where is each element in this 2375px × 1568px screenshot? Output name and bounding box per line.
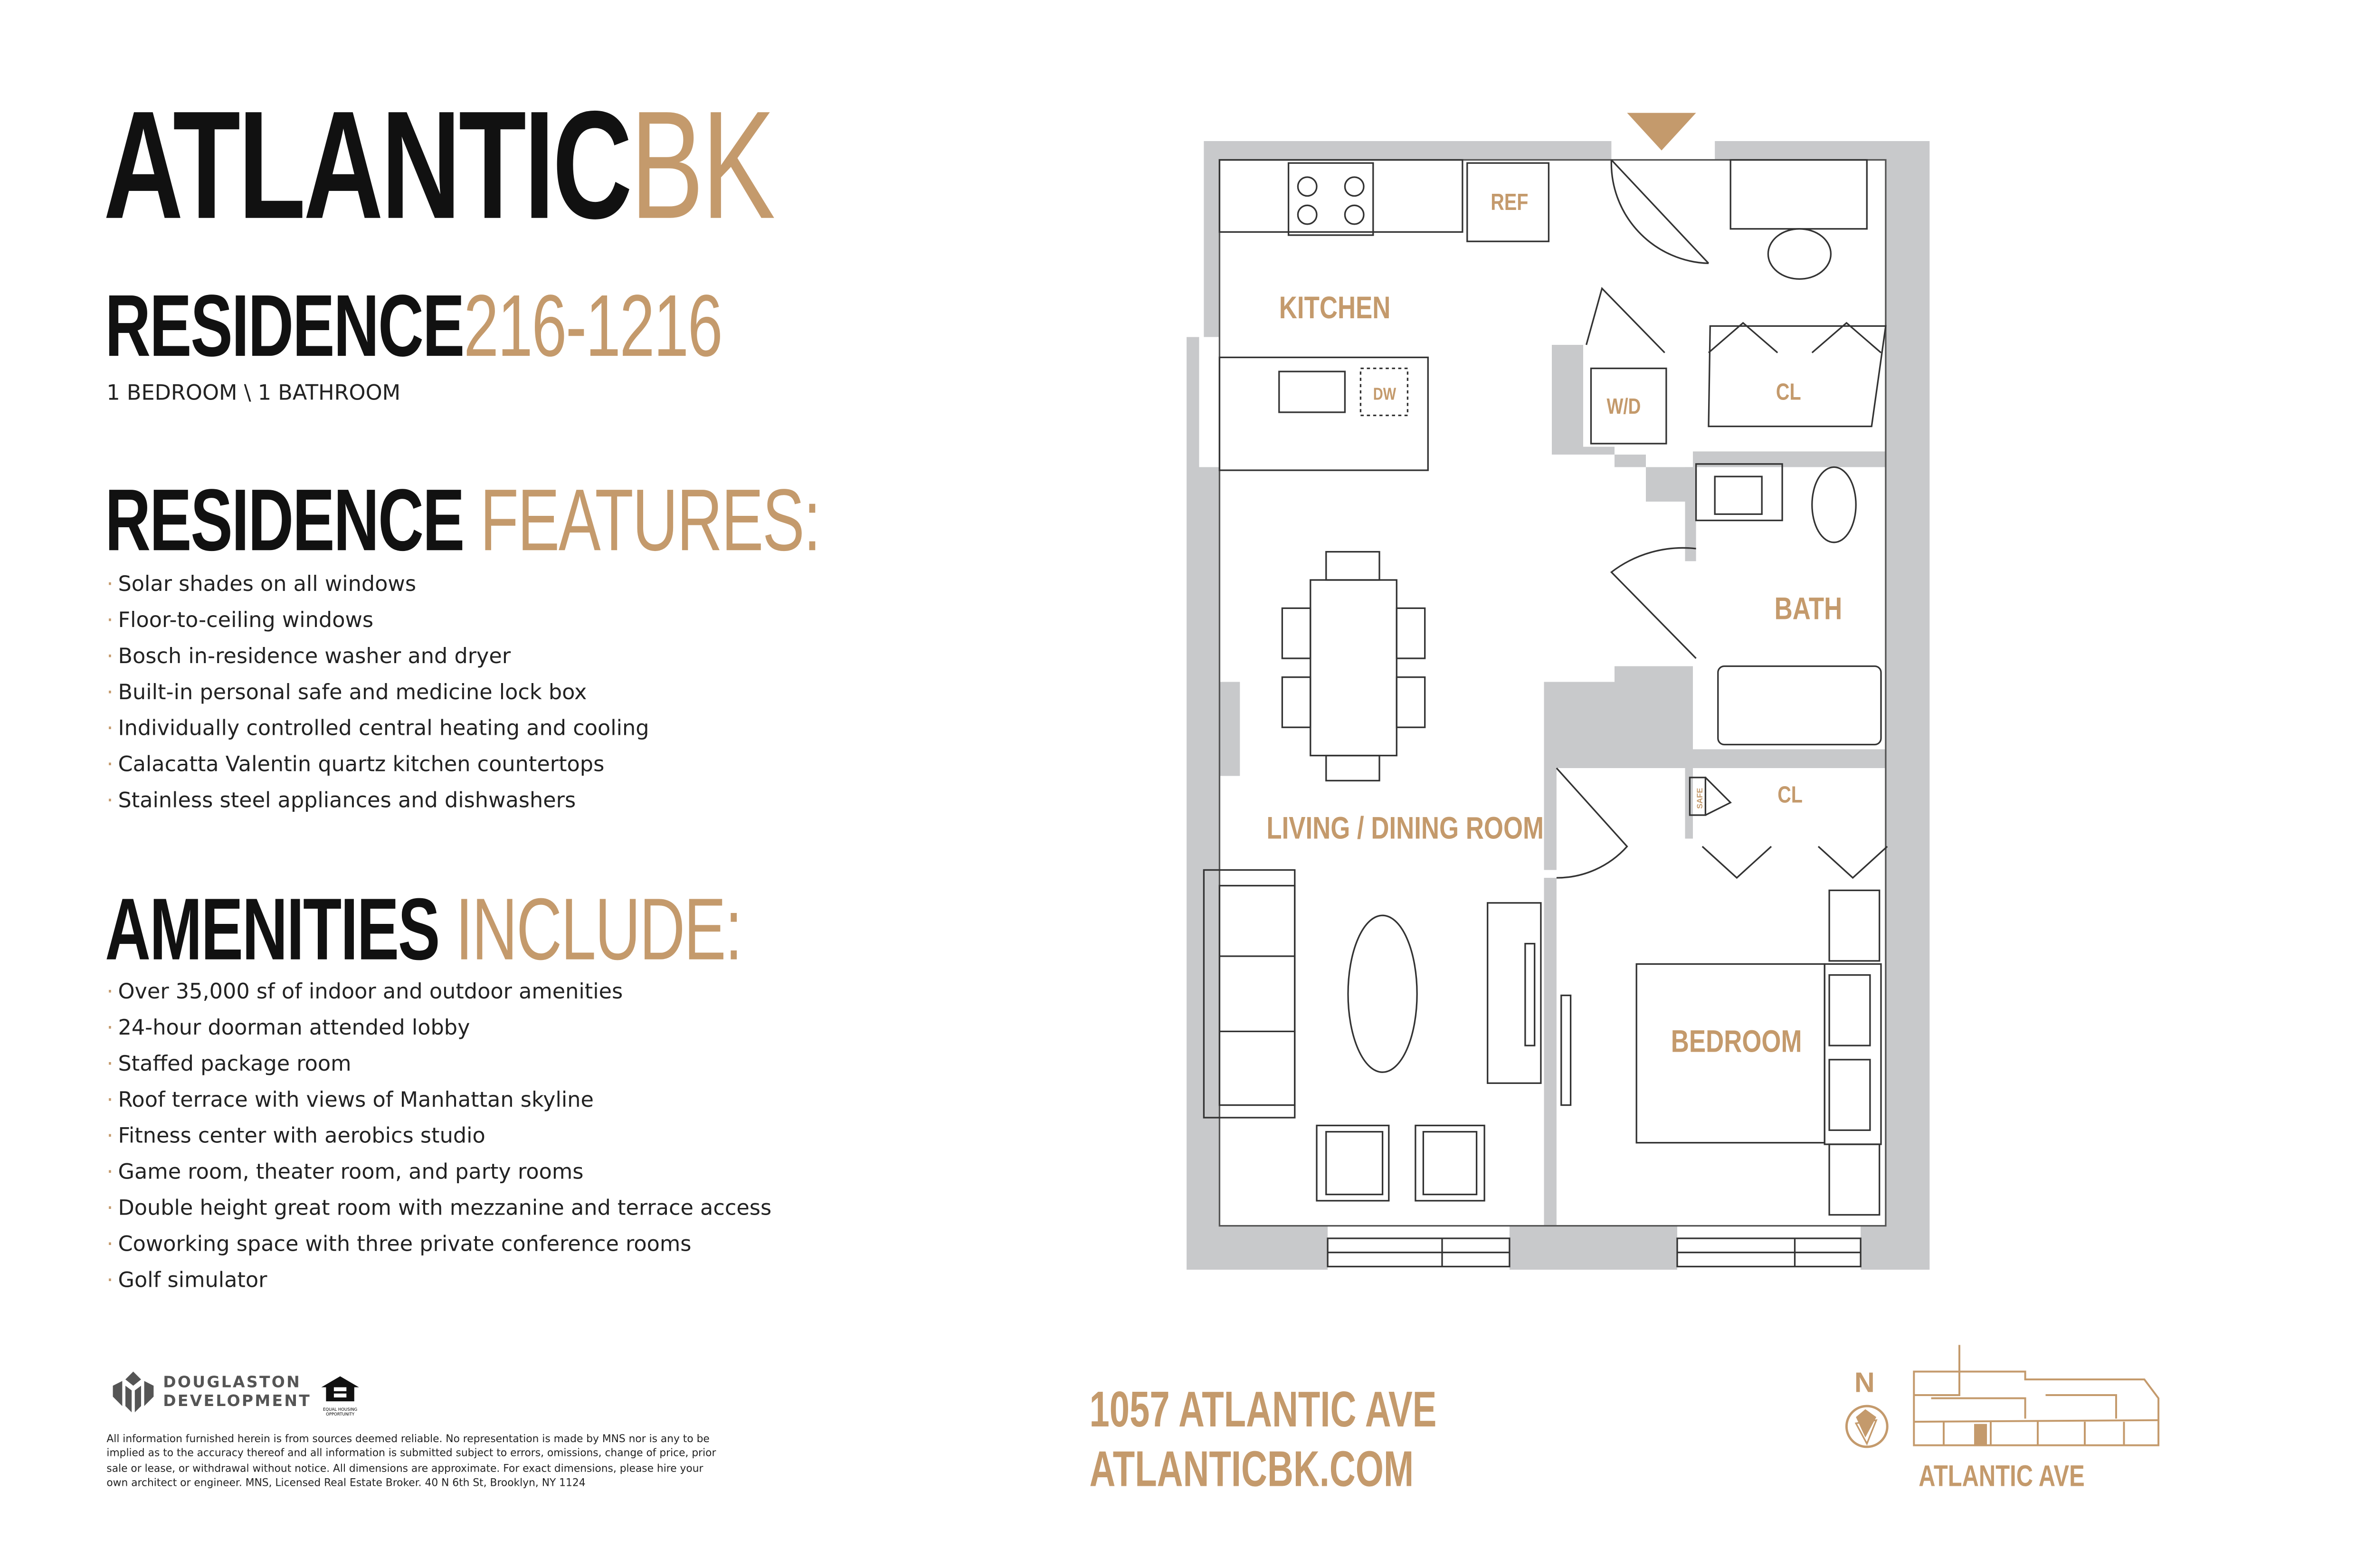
features-heading-light: FEATURES: [480,470,820,569]
bullet-icon: · [106,1268,114,1293]
label-ref: REF [1491,189,1529,216]
street-address: 1057 ATLANTIC AVE [1089,1381,1437,1438]
brand-name-bold: ATLANTIC [103,78,630,251]
amenities-heading-bold: AMENITIES [105,879,439,979]
list-item-text: Fitness center with aerobics studio [118,1124,485,1149]
bullet-icon: · [106,1124,114,1149]
label-wd: W/D [1606,394,1641,419]
north-label: N [1854,1366,1875,1398]
bullet-icon: · [106,644,114,670]
bullet-icon: · [106,979,114,1005]
list-item-text: Individually controlled central heating and cooling [118,716,649,741]
list-item-text: Solar shades on all windows [118,572,417,598]
list-item-text: Staffed package room [118,1052,352,1077]
room-label-living-dining: LIVING / DINING ROOM [1266,810,1544,846]
bullet-icon: · [106,788,114,814]
entry-arrow-icon [1627,113,1696,151]
equal-housing-text: EQUAL HOUSING OPPORTUNITY [323,1407,358,1417]
compass-icon [1846,1406,1887,1447]
room-label-kitchen: KITCHEN [1279,290,1391,325]
amenities-heading-light: INCLUDE: [455,879,741,979]
key-plan [1846,1345,2158,1492]
list-item-text: 24-hour doorman attended lobby [118,1016,470,1041]
bullet-icon: · [106,716,114,741]
developer-line2: DEVELOPMENT [163,1393,312,1410]
list-item-text: Double height great room with mezzanine and terrace access [118,1196,772,1221]
list-item-text: Game room, theater room, and party rooms [118,1160,584,1185]
bullet-icon: · [106,1196,114,1221]
list-item-text: Coworking space with three private conference rooms [118,1232,692,1257]
unit-type: 1 BEDROOM \ 1 BATHROOM [106,380,401,406]
bullet-icon: · [106,1088,114,1113]
brand-name-light: BK [630,78,773,251]
bullet-icon: · [106,1052,114,1077]
room-label-bedroom: BEDROOM [1671,1023,1802,1059]
list-item-text: Roof terrace with views of Manhattan skyline [118,1088,594,1113]
wall [1544,878,1557,1226]
list-item-text: Stainless steel appliances and dishwashers [118,788,576,814]
wall [1685,467,1696,561]
list-item-text: Built-in personal safe and medicine lock box [118,680,587,705]
wall [1544,666,1886,870]
list-item-text: Bosch in-residence washer and dryer [118,644,511,670]
list-item-text: Over 35,000 sf of indoor and outdoor amenities [118,979,623,1005]
wall [1715,141,1929,1270]
label-closet-1: CL [1776,379,1801,405]
residence-label: RESIDENCE [105,276,464,375]
legal-disclaimer: All information furnished herein is from sources deemed reliable. No representation is made by MNS nor is any to be implied as to the accuracy thereof and all information is submitted subject to errors, omissions, change of price, prior sale or lease, or withdrawal without notice. All dimensions are approximate. For exact dimensions, please hire your own architect or engineer. MNS, Licensed Real Estate Broker. 40 N 6th St, Brooklyn, NY 1124 [106,1433,716,1490]
list-item-text: Floor-to-ceiling windows [118,608,374,634]
developer-line1: DOUGLASTON [163,1375,302,1392]
list-item-text: Golf simulator [118,1268,267,1293]
label-closet-2: CL [1777,781,1803,808]
building-keyplan-icon [1914,1345,2158,1445]
wall [1510,1226,1677,1270]
label-safe: SAFE [1695,788,1704,809]
bullet-icon: · [106,1016,114,1041]
bullet-icon: · [106,608,114,634]
list-item-text: Calacatta Valentin quartz kitchen countertops [118,752,605,778]
bullet-icon: · [106,1232,114,1257]
room-label-bath: BATH [1774,590,1843,626]
keyplan-street-label: ATLANTIC AVE [1919,1459,2085,1492]
label-dw: DW [1373,384,1396,404]
bullet-icon: · [106,752,114,778]
residence-number: 216-1216 [464,276,722,375]
bullet-icon: · [106,680,114,705]
website-link[interactable]: ATLANTICBK.COM [1089,1440,1414,1497]
features-heading-bold: RESIDENCE [105,470,464,569]
bullet-icon: · [106,572,114,598]
bullet-icon: · [106,1160,114,1185]
